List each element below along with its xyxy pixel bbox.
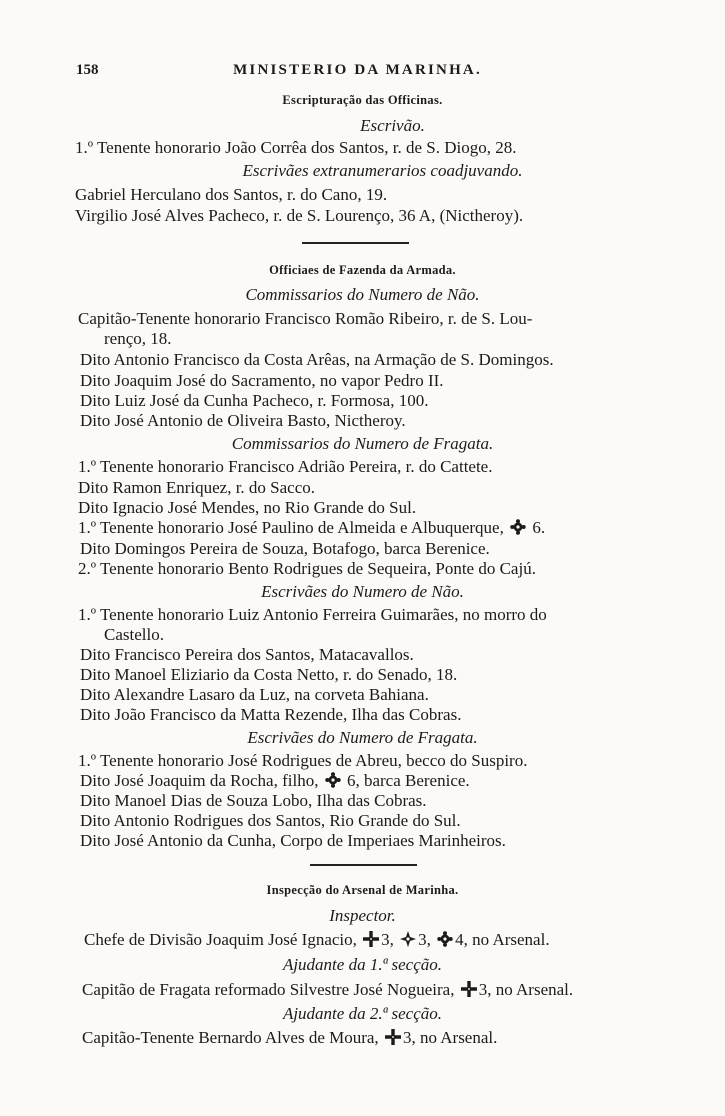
section-title: Escripturação das Officinas. bbox=[282, 93, 443, 107]
entry-text: Capitão de Fragata reformado Silvestre José Nogueira, bbox=[82, 980, 455, 999]
entry-line: Dito Francisco Pereira dos Santos, Matacavallos. bbox=[80, 645, 414, 664]
decoration-grade: 3, no Arsenal. bbox=[478, 980, 574, 999]
group-heading: Commissarios do Numero de Não. bbox=[245, 285, 480, 304]
entry-line bbox=[80, 771, 470, 791]
entry-line: Dito Domingos Pereira de Souza, Botafogo, barca Berenice. bbox=[80, 539, 490, 558]
entry-line: Castello. bbox=[104, 625, 164, 644]
entry-text: Chefe de Divisão Joaquim José Ignacio, bbox=[84, 930, 357, 949]
entry-suffix: 6, barca Berenice. bbox=[346, 771, 470, 790]
entry-line: 1.º Tenente honorario José Rodrigues de Abreu, becco do Suspiro. bbox=[78, 751, 528, 770]
entry-suffix: 6. bbox=[532, 518, 546, 537]
group-heading: Inspector. bbox=[329, 906, 396, 925]
entry-line: Dito Antonio Rodrigues dos Santos, Rio Grande do Sul. bbox=[80, 811, 461, 830]
decoration-grade: 3, bbox=[381, 930, 394, 949]
group-heading: Escrivão. bbox=[360, 116, 425, 135]
section-title: Inspecção do Arsenal de Marinha. bbox=[266, 883, 459, 897]
rose-order-icon bbox=[510, 519, 526, 535]
rose-order-icon bbox=[437, 931, 453, 947]
group-heading: Ajudante da 1.ª secção. bbox=[282, 955, 443, 974]
entry-line: Gabriel Herculano dos Santos, r. do Cano, 19. bbox=[75, 185, 388, 204]
entry-line: Dito Manoel Eliziario da Costa Netto, r. do Senado, 18. bbox=[80, 665, 458, 684]
section-title: Officiaes de Fazenda da Armada. bbox=[269, 263, 456, 277]
decoration-grade: 3, bbox=[418, 930, 431, 949]
entry-line bbox=[82, 1028, 497, 1048]
entry-line: Capitão-Tenente honorario Francisco Romão Ribeiro, r. de S. Lou- bbox=[78, 309, 533, 328]
group-heading: Escrivães extranumerarios coadjuvando. bbox=[242, 161, 523, 180]
rose-order-icon bbox=[325, 772, 341, 788]
group-heading: Escrivães do Numero de Não. bbox=[261, 582, 464, 601]
entry-text: 1.º Tenente honorario José Paulino de Almeida e Albuquerque, bbox=[78, 518, 504, 537]
entry-text: Capitão-Tenente Bernardo Alves de Moura, bbox=[82, 1028, 379, 1047]
entry-line bbox=[78, 518, 545, 538]
group-heading: Escrivães do Numero de Fragata. bbox=[247, 728, 478, 747]
entry-line: 2.º Tenente honorario Bento Rodrigues de Sequeira, Ponte do Cajú. bbox=[78, 559, 536, 578]
entry-line: Dito Manoel Dias de Souza Lobo, Ilha das Cobras. bbox=[80, 791, 427, 810]
entry-line: 1.º Tenente honorario Luiz Antonio Ferreira Guimarães, no morro do bbox=[78, 605, 547, 624]
entry-line bbox=[82, 980, 573, 1000]
entry-line: Dito Ignacio José Mendes, no Rio Grande do Sul. bbox=[78, 498, 417, 517]
cross-order-icon bbox=[461, 981, 477, 997]
decoration-grade: 3, no Arsenal. bbox=[402, 1028, 498, 1047]
entry-line: 1.º Tenente honorario Francisco Adrião Pereira, r. do Cattete. bbox=[78, 457, 493, 476]
entry-line: Dito Ramon Enriquez, r. do Sacco. bbox=[78, 478, 316, 497]
entry-line bbox=[84, 930, 550, 950]
running-title: MINISTERIO DA MARINHA. bbox=[233, 62, 482, 78]
divider bbox=[310, 864, 417, 866]
entry-line: Dito José Antonio da Cunha, Corpo de Imperiaes Marinheiros. bbox=[80, 831, 506, 850]
star-order-icon bbox=[400, 931, 416, 947]
group-heading: Ajudante da 2.ª secção. bbox=[282, 1004, 443, 1023]
entry-line: 1.º Tenente honorario João Corrêa dos Santos, r. de S. Diogo, 28. bbox=[75, 138, 517, 157]
decoration-grade: 4, no Arsenal. bbox=[455, 930, 550, 949]
cross-order-icon bbox=[363, 931, 379, 947]
entry-line: Dito José Antonio de Oliveira Basto, Nictheroy. bbox=[80, 411, 406, 430]
cross-order-icon bbox=[385, 1029, 401, 1045]
entry-line: Dito Joaquim José do Sacramento, no vapor Pedro II. bbox=[80, 371, 444, 390]
entry-line: Virgilio José Alves Pacheco, r. de S. Lourenço, 36 A, (Nictheroy). bbox=[75, 206, 524, 225]
entry-line: renço, 18. bbox=[104, 329, 172, 348]
group-heading: Commissarios do Numero de Fragata. bbox=[231, 434, 494, 453]
entry-line: Dito João Francisco da Matta Rezende, Ilha das Cobras. bbox=[80, 705, 462, 724]
page-number: 158 bbox=[76, 62, 99, 78]
entry-text: Dito José Joaquim da Rocha, filho, bbox=[80, 771, 319, 790]
entry-line: Dito Alexandre Lasaro da Luz, na corveta Bahiana. bbox=[80, 685, 429, 704]
divider bbox=[302, 242, 409, 244]
entry-line: Dito Antonio Francisco da Costa Arêas, na Armação de S. Domingos. bbox=[80, 350, 554, 369]
entry-line: Dito Luiz José da Cunha Pacheco, r. Formosa, 100. bbox=[80, 391, 429, 410]
